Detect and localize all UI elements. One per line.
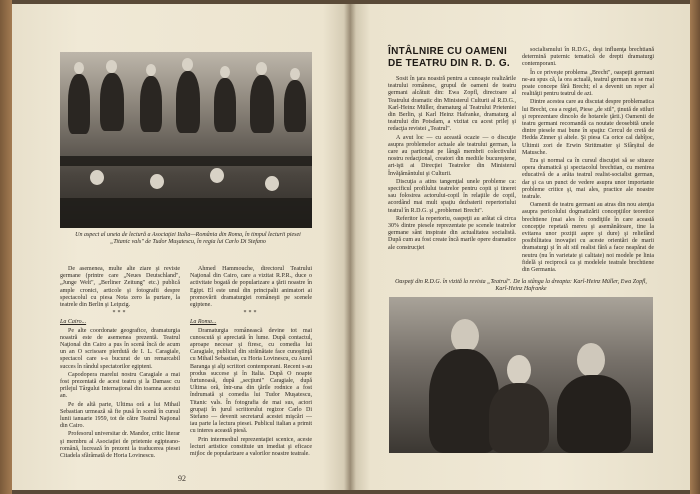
paragraph: Pe alte coordonate geografice, dramaturgia noastră este de asemenea prezentă. Teatrul Naţional din Cairo a pus în scenă încă de acum un an O scrisoare pierdută de I. L. Caragiale, spectacol care s-a bucurat de un remarcabil succes în rândul spectatorilor egipteni. bbox=[60, 327, 180, 370]
article-title: ÎNTÂLNIRE CU OAMENI DE TEATRU DIN R. D. G. bbox=[388, 46, 510, 69]
paragraph: Dramaturgia românească devine tot mai cunoscută şi apreciată în lume. După contactul, aproape necesar şi firesc, cu comedia lui Caragiale, publicul din străinătate face cunoştinţă cu Mihail Sebastian, cu Horia Lovinescu, cu Aurel Baranga şi alţi scriitori contemporani. Recent s-au produs succese şi în Italia. După O noapte furtunoasă, după „secţiuni" Caragiale, după Ultima oră, într-una din ţările rodnice a fost îndrumată şi comedia lui Tudor Muşatescu, Titanic vals. În fotografia de mai sus, actori grupaţi în jurul scriitorului regizor Carlo Di Stefano — devenit secretarul acestei mişcări — iau parte la lectura piesei. Publicul italian a primit cu interes această piesă. bbox=[190, 327, 312, 435]
page-gutter bbox=[344, 4, 356, 490]
left-column-1 bbox=[60, 266, 180, 466]
right-column-1 bbox=[388, 76, 516, 266]
photo-reading-session-rome bbox=[60, 52, 312, 228]
right-column-2 bbox=[522, 47, 654, 273]
paragraph: Sosit în ţara noastră pentru a cunoaşte realizările teatrului românesc, grupul de oameni de teatru germani alcătuit din: Ewa Zopfl, directoare al Teatrului dramatic din Ministerul Culturii al R.D.G., Karl-Heinz Müller, dramaturg al Teatrului Prieteniei din Berlin, şi Karl Heinz Hafranke, dramaturg al teatrului din Potsdam, a vizitat cu acest prilej şi redacţia revistei „Teatrul". bbox=[388, 76, 516, 133]
paragraph: Capodopera marelui nostru Caragiale a mai fost prezentată de acest teatru şi la Damasc cu prilejul Târgului Internaţional din toamna acestui an. bbox=[60, 371, 180, 400]
left-column-2 bbox=[190, 266, 312, 466]
paragraph: În ce priveşte problema „Brecht", oaspeţii germani ne-au spus că, la ora actuală, teatrul german nu se mai poate concepe fără Brecht; el a devenit un reper al realităţii pentru teatrul de azi. bbox=[522, 69, 654, 98]
book-cover-left-edge bbox=[0, 0, 12, 494]
paragraph: Prin intermediul reprezentaţiei scenice, aceste lecturi artistice constituie un imediat şi eficace mijloc de popularizare a valorilor noastre teatrale. bbox=[190, 436, 312, 458]
photo-caption-left: Un aspect al uneia de lectură a Asociaţiei Italia—România din Roma, în timpul lecturii piesei „Titanic vals" de Tudor Muşatescu, în regia lui Carlo Di Stefano bbox=[75, 232, 301, 246]
paragraph: Referitor la repertoriu, oaspeţii au arătat că circa 30% dintre piesele reprezentate pe scenele teatrelor germane sânt inspirate din actualitatea socialistă. După cum au fost create încă marile opere dramatice ale construcţiei bbox=[388, 215, 516, 251]
photo-caption-right: Oaspeţi din R.D.G. în vizită la revista „Teatrul". De la stânga la dreapta: Karl-Heinz Müller, Ewa Zopfl, Karl-Heinz Hafranke bbox=[395, 279, 647, 293]
left-page bbox=[12, 4, 350, 490]
section-separator: *** bbox=[112, 310, 128, 317]
right-page bbox=[350, 4, 690, 490]
paragraph: socialismului în R.D.G., deşi influenţa brechtiană determină puternic tematică de drepti dramaturgi contemporani. bbox=[522, 47, 654, 68]
paragraph: Oamenii de teatru germani au atras din nou atenţia asupra pericolului dogmatizării concepţiilor teoretice brechtiene (mai ales în condiţiile în care această concepţie repetată mereu şi asemănătoare, tine la evitarea unor poziţii aspre şi dure) şi reliefând posibilitatea inovaţiei cu aceste orientări de marii dramaturgi şi în alt stil realist fără a face neapărat de neutru (nu în varietate şi calitate) noi modele pe linia fidelă şi reciprocă ca şi modelele teatrale brechtiene din Germania. bbox=[522, 202, 654, 274]
paragraph: Discuţia a atins tangenţial unele probleme ca: specificul profilului teatrelor pentru copii şi tineret sau folosirea actorului-copil în relaţiile de copil, acordând mai mult spaţiu dezbaterii repertoriului teatral în R.D.G. şi „problemei Brecht". bbox=[388, 178, 516, 214]
section-separator: *** bbox=[243, 310, 259, 317]
paragraph: Ahmed Hammouche, directorul Teatrului Naţional din Cairo, care a vizitat R.P.R., duce o activitate bogată de popularizare a ţării noastre în Egipt. El este unul din principalii animatori ai promovării dramaturgiei româneşti pe scenele egiptene. bbox=[190, 266, 312, 309]
paragraph: Pe de altă parte, Ultima oră a lui Mihail Sebastian urmează să fie pusă în scenă în cursul lunii ianuarie 1959, tot de către Teatrul Naţional din Cairo. bbox=[60, 401, 180, 430]
paragraph: De asemenea, multe alte ziare şi reviste germane (printre care „Neues Deutschland", „Junge Welt", „Berliner Zeitung" etc.) publică ample cronici, articole şi fotografii despre spectacolul cu piesa Nota zero la purtare, la teatrele din Berlin şi Leipzig. bbox=[60, 266, 180, 309]
paragraph: A avut loc — cu această ocazie — o discuţie asupra problemelor actuale ale teatrului german, la care au participat pe lângă membrii colectivului nostru redacţional, creatori din mediile bucureştene, art-işti ai Direcţiei Teatrelor din Ministerul Învăţământului şi Culturii. bbox=[388, 134, 516, 177]
book-cover-right-edge bbox=[690, 0, 700, 494]
paragraph: Era şi normal ca în cursul discuţiei să se situeze opera dramatică şi spectacolul brechtian, cu menirea educativă de a arăta teatrul realist-socialist german, dar şi ca un punct de vedere asupra unor importante probleme critice şi, mai ales, practice ale noastre teatrale. bbox=[522, 158, 654, 201]
section-heading-cairo: La Cairo... bbox=[60, 319, 87, 326]
paragraph: Dintre acestea care au discutat despre problematica lui Brecht, cea a regiei, Piese „de stil", ţinută de stiluri şi reprezentare dincolo de hotarele ţării.) Oamenii de teatru germani recomandă ca noutate deosebită unele dintre piesele mai bune în spaţiu: Cercul de cretă de Hedda Zinner şi altele. Şi piesa Ca orice cal dabîjoc, Ultimii zori de Erwin Strittmatter şi Sfârşitul de Matusche. bbox=[522, 99, 654, 156]
photo-gdr-guests bbox=[389, 297, 653, 453]
section-heading-rome: La Roma... bbox=[190, 319, 217, 326]
paragraph: Profesorul universitar dr. Mandor, critic literar şi membru al Asociaţiei de prietenie egipteano-română, lucrează în prezent la traducerea piesei Citadela sfărâmată de Horia Lovinescu. bbox=[60, 431, 180, 460]
page-number: 92 bbox=[178, 474, 186, 483]
